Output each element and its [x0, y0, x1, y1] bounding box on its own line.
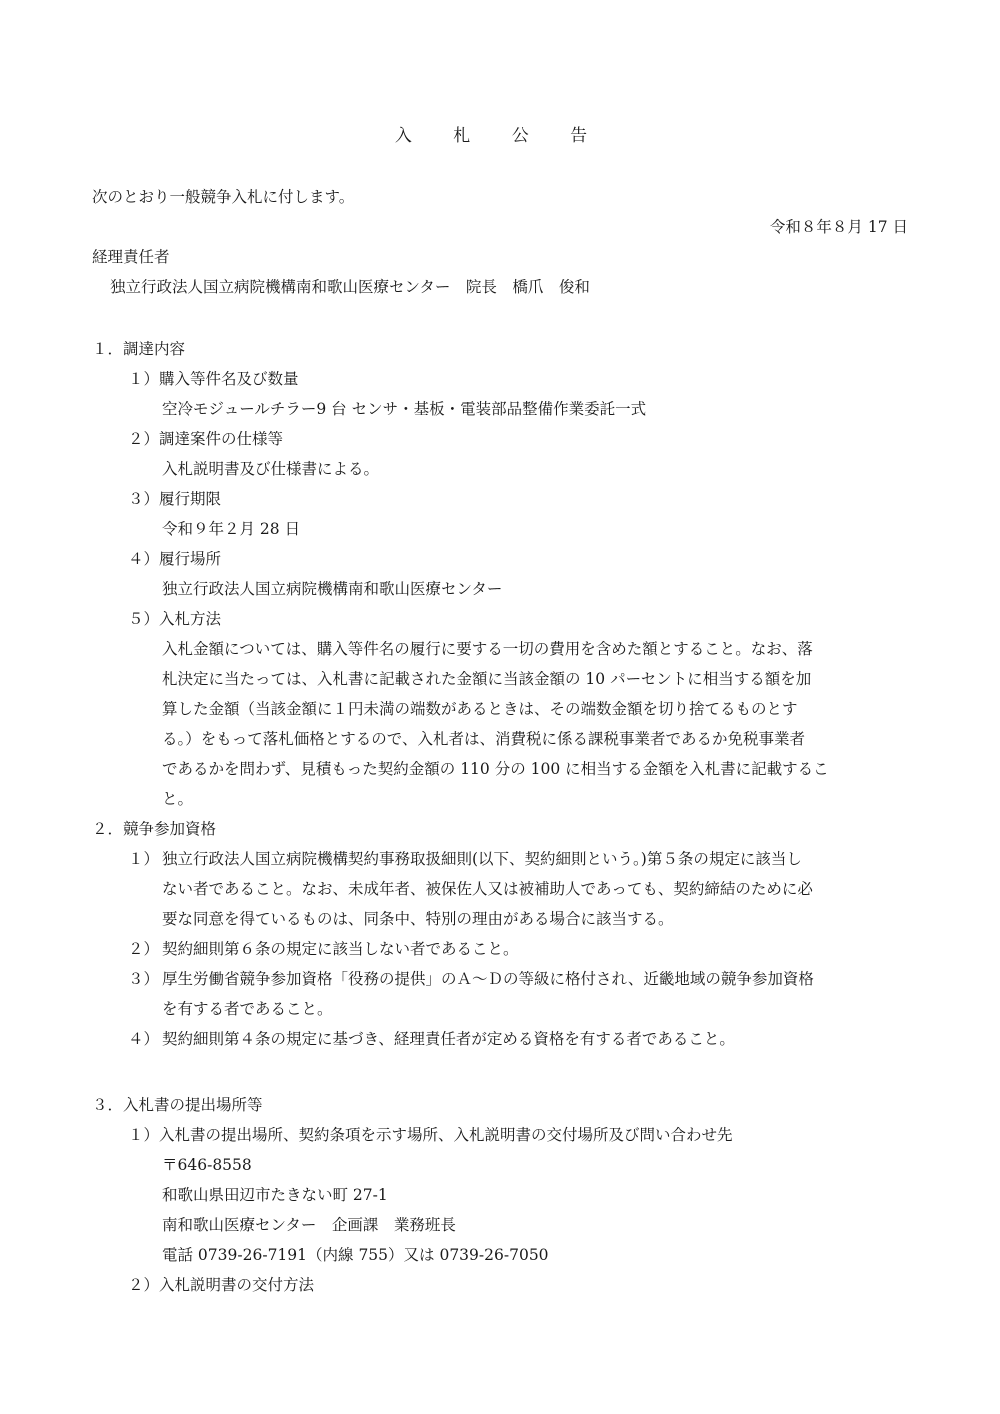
intro-block [0, 182, 1000, 212]
s1-item-2-label [0, 424, 1000, 454]
s3-item-2-title: 入札説明書の交付方法 [159, 1276, 315, 1294]
s2-item-4 [0, 1024, 908, 1054]
s1-item-1-label [0, 364, 1000, 394]
officer-name: 独立行政法人国立病院機構南和歌山医療センター 院長 橋爪 俊和 [110, 278, 590, 296]
s1-item-2-title: 調達案件の仕様等 [159, 430, 284, 448]
s1-item-3-title: 履行期限 [159, 490, 222, 508]
section-1 [0, 334, 1000, 1054]
s1-item-4-text: 独立行政法人国立病院機構南和歌山医療センター [162, 580, 503, 598]
section-2-heading: ２．競争参加資格 [92, 820, 217, 838]
s2-item-3-num: ３） [128, 970, 160, 988]
officer-label: 経理責任者 [92, 248, 170, 266]
s1-item-2-num: ２） [128, 430, 160, 448]
s1-item-5-paragraph [0, 634, 908, 814]
paragraph-line: 契約細則第４条の規定に基づき、経理責任者が定める資格を有する者であること。 [162, 1030, 735, 1048]
s3-item-2-num: ２） [128, 1276, 160, 1294]
section-1-heading: １．調達内容 [92, 340, 186, 358]
paragraph-line: 独立行政法人国立病院機構契約事務取扱細則(以下、契約細則という。)第５条の規定に該当し [162, 850, 802, 868]
s3-item-1-label [0, 1120, 1000, 1150]
street-address: 和歌山県田辺市たきない町 27-1 [162, 1186, 388, 1204]
s1-item-5-title: 入札方法 [159, 610, 222, 628]
paragraph-line: 契約細則第６条の規定に該当しない者であること。 [162, 940, 519, 958]
section-3 [0, 1090, 1000, 1300]
s1-item-2-text: 入札説明書及び仕様書による。 [162, 460, 380, 478]
s2-item-4-num: ４） [128, 1030, 160, 1048]
paragraph-line: 厚生労働省競争参加資格「役務の提供」のＡ～Ｄの等級に格付され、近畿地域の競争参加資格 [162, 970, 814, 988]
notice-date: 令和８年８月 17 日 [769, 218, 908, 236]
s1-item-3-num: ３） [128, 490, 160, 508]
s1-item-4-title: 履行場所 [159, 550, 222, 568]
s1-item-1-num: １） [128, 370, 160, 388]
paragraph-line: を有する者であること。 [162, 1000, 333, 1018]
s1-item-1-title: 購入等件名及び数量 [159, 370, 299, 388]
officer-block [0, 242, 1000, 302]
s3-item-1-num: １） [128, 1126, 160, 1144]
paragraph-line: 札決定に当たっては、入札書に記載された金額に当該金額の 10 パーセントに相当する額を加 [162, 670, 812, 688]
paragraph-line: 入札金額については、購入等件名の履行に要する一切の費用を含めた額とすること。なお、落 [162, 640, 813, 658]
paragraph-line: ない者であること。なお、未成年者、被保佐人又は被補助人であっても、契約締結のために必 [162, 880, 813, 898]
s2-item-3 [0, 964, 908, 1024]
paragraph-line: と。 [162, 790, 194, 808]
s2-item-1 [0, 844, 908, 934]
page-title: 入 札 公 告 [394, 126, 606, 146]
s2-item-2-num: ２） [128, 940, 160, 958]
s1-item-1-text: 空冷モジュールチラー9 台 センサ・基板・電装部品整備作業委託一式 [162, 400, 647, 418]
s1-item-4-label [0, 544, 1000, 574]
s2-item-2 [0, 934, 908, 964]
s3-item-2-label [0, 1270, 1000, 1300]
paragraph-line: る。）をもって落札価格とするので、入札者は、消費税に係る課税事業者であるか免税事業者 [162, 730, 805, 748]
intro-text: 次のとおり一般競争入札に付します。 [92, 188, 355, 206]
paragraph-line: 要な同意を得ているものは、同条中、特別の理由がある場合に該当する。 [162, 910, 674, 928]
section-3-heading: ３．入札書の提出場所等 [92, 1096, 263, 1114]
s1-item-5-num: ５） [128, 610, 160, 628]
s3-item-1-title: 入札書の提出場所、契約条項を示す場所、入札説明書の交付場所及び問い合わせ先 [159, 1126, 733, 1144]
s1-item-4-num: ４） [128, 550, 160, 568]
paragraph-line: であるかを問わず、見積もった契約金額の 110 分の 100 に相当する金額を入札書に記載するこ [162, 760, 829, 778]
s1-item-3-label [0, 484, 1000, 514]
postal-code: 〒646-8558 [162, 1156, 252, 1174]
s2-item-1-num: １） [128, 850, 160, 868]
s1-item-5-label [0, 604, 1000, 634]
contact-department: 南和歌山医療センター 企画課 業務班長 [162, 1216, 456, 1234]
s1-item-3-text: 令和９年２月 28 日 [162, 520, 301, 538]
contact-phone: 電話 0739-26-7191（内線 755）又は 0739-26-7050 [162, 1246, 549, 1264]
paragraph-line: 算した金額（当該金額に１円未満の端数があるときは、その端数金額を切り捨てるものとす [162, 700, 798, 718]
